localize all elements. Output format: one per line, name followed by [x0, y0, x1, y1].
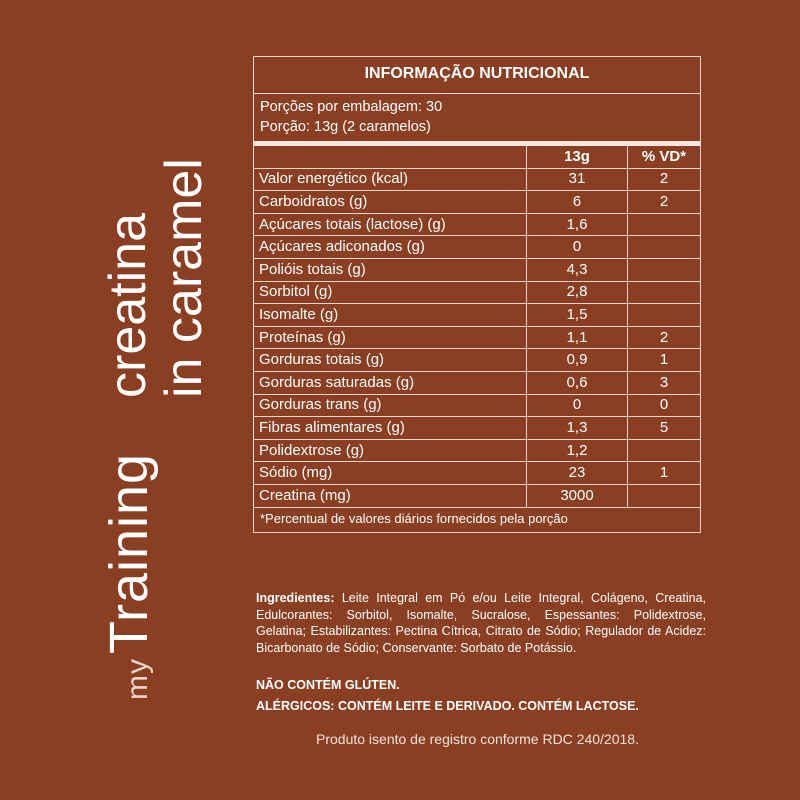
- header-label: [254, 146, 527, 168]
- nutrient-amount: 1,5: [527, 304, 628, 327]
- nutrient-amount: 2,8: [527, 281, 628, 304]
- nutrient-label: Gorduras saturadas (g): [254, 371, 527, 394]
- table-row: [254, 439, 700, 462]
- nutrient-amount: 1,6: [527, 213, 628, 236]
- nutrient-label: Sódio (mg): [254, 462, 527, 485]
- serving-info: [254, 94, 700, 141]
- nutrient-amount: 1,2: [527, 439, 628, 462]
- nutrient-label: Polidextrose (g): [254, 439, 527, 462]
- table-footnote: *Percentual de valores diários fornecidos pela porção: [254, 507, 700, 532]
- table-row: [254, 394, 700, 417]
- nutrient-label: Creatina (mg): [254, 484, 527, 506]
- brand-name: Training: [99, 452, 159, 654]
- nutrient-vd: 5: [628, 417, 701, 440]
- product-name: [100, 158, 212, 398]
- nutrient-amount: 0: [527, 236, 628, 259]
- brand-prefix: my: [121, 658, 154, 700]
- ingredients-text: Leite Integral em Pó e/ou Leite Integral, Colágeno, Creatina, Edulcorantes: Sorbitol, Isomalte, Sucralose, Espessantes: Polidextrose, Gelatina; Estabilizantes: Pectina Cítrica, Citrato de Sódio; Regulador de Acidez: Bicarbonato de Sódio; Conservante: Sorbato de Potássio.: [256, 591, 706, 655]
- nutrient-label: Gorduras trans (g): [254, 394, 527, 417]
- ingredients-block: [256, 590, 706, 656]
- nutrient-label: Isomalte (g): [254, 304, 527, 327]
- nutrient-amount: 1,3: [527, 417, 628, 440]
- nutrient-label: Valor energético (kcal): [254, 168, 527, 191]
- table-row: [254, 168, 700, 191]
- product-name-line2: in caramel: [155, 158, 213, 398]
- nutrient-vd: [628, 439, 701, 462]
- nutrient-vd: 2: [628, 191, 701, 214]
- nutrient-label: Sorbitol (g): [254, 281, 527, 304]
- nutrient-rows: [254, 168, 700, 506]
- registration-notice: Produto isento de registro conforme RDC 240/2018.: [316, 731, 639, 747]
- nutrient-amount: 3000: [527, 484, 628, 506]
- nutrient-vd: 3: [628, 371, 701, 394]
- table-row: [254, 213, 700, 236]
- table-row: [254, 371, 700, 394]
- nutrition-title: INFORMAÇÃO NUTRICIONAL: [254, 57, 700, 94]
- nutrient-amount: 0,6: [527, 371, 628, 394]
- table-row: [254, 349, 700, 372]
- nutrient-label: Carboidratos (g): [254, 191, 527, 214]
- nutrient-vd: [628, 484, 701, 506]
- servings-per-package: Porções por embalagem: 30: [260, 99, 443, 115]
- nutrient-label: Proteínas (g): [254, 326, 527, 349]
- table-row: [254, 258, 700, 281]
- brand-logo: [98, 453, 160, 700]
- nutrient-amount: 1,1: [527, 326, 628, 349]
- product-name-line1: creatina: [99, 213, 157, 398]
- table-row: [254, 417, 700, 440]
- nutrient-label: Gorduras totais (g): [254, 349, 527, 372]
- table-row: [254, 191, 700, 214]
- table-row: [254, 484, 700, 506]
- nutrient-amount: 31: [527, 168, 628, 191]
- gluten-notice: NÃO CONTÉM GLÚTEN.: [256, 678, 400, 692]
- header-vd: % VD*: [628, 146, 701, 168]
- nutrient-vd: 2: [628, 326, 701, 349]
- nutrient-vd: [628, 236, 701, 259]
- table-row: [254, 462, 700, 485]
- table-row: [254, 326, 700, 349]
- table-row: [254, 304, 700, 327]
- nutrient-amount: 4,3: [527, 258, 628, 281]
- table-row: [254, 281, 700, 304]
- nutrient-label: Fibras alimentares (g): [254, 417, 527, 440]
- nutrient-vd: 2: [628, 168, 701, 191]
- nutrient-label: Açúcares totais (lactose) (g): [254, 213, 527, 236]
- nutrient-vd: [628, 213, 701, 236]
- header-amount: 13g: [527, 146, 628, 168]
- nutrient-vd: 1: [628, 462, 701, 485]
- nutrient-table: [254, 146, 700, 507]
- nutrient-label: Açúcares adiconados (g): [254, 236, 527, 259]
- nutrient-vd: 0: [628, 394, 701, 417]
- nutrient-amount: 0,9: [527, 349, 628, 372]
- ingredients-label: Ingredientes:: [256, 591, 335, 605]
- nutrient-vd: 1: [628, 349, 701, 372]
- serving-size: Porção: 13g (2 caramelos): [260, 119, 431, 135]
- table-row: [254, 236, 700, 259]
- nutrient-amount: 23: [527, 462, 628, 485]
- nutrient-amount: 6: [527, 191, 628, 214]
- table-header-row: [254, 146, 700, 168]
- allergens-notice: ALÉRGICOS: CONTÉM LEITE E DERIVADO. CONTÉM LACTOSE.: [256, 699, 639, 713]
- nutrient-vd: [628, 281, 701, 304]
- nutrient-vd: [628, 258, 701, 281]
- nutrition-facts-table: [253, 56, 701, 533]
- nutrient-amount: 0: [527, 394, 628, 417]
- nutrient-label: Polióis totais (g): [254, 258, 527, 281]
- nutrient-vd: [628, 304, 701, 327]
